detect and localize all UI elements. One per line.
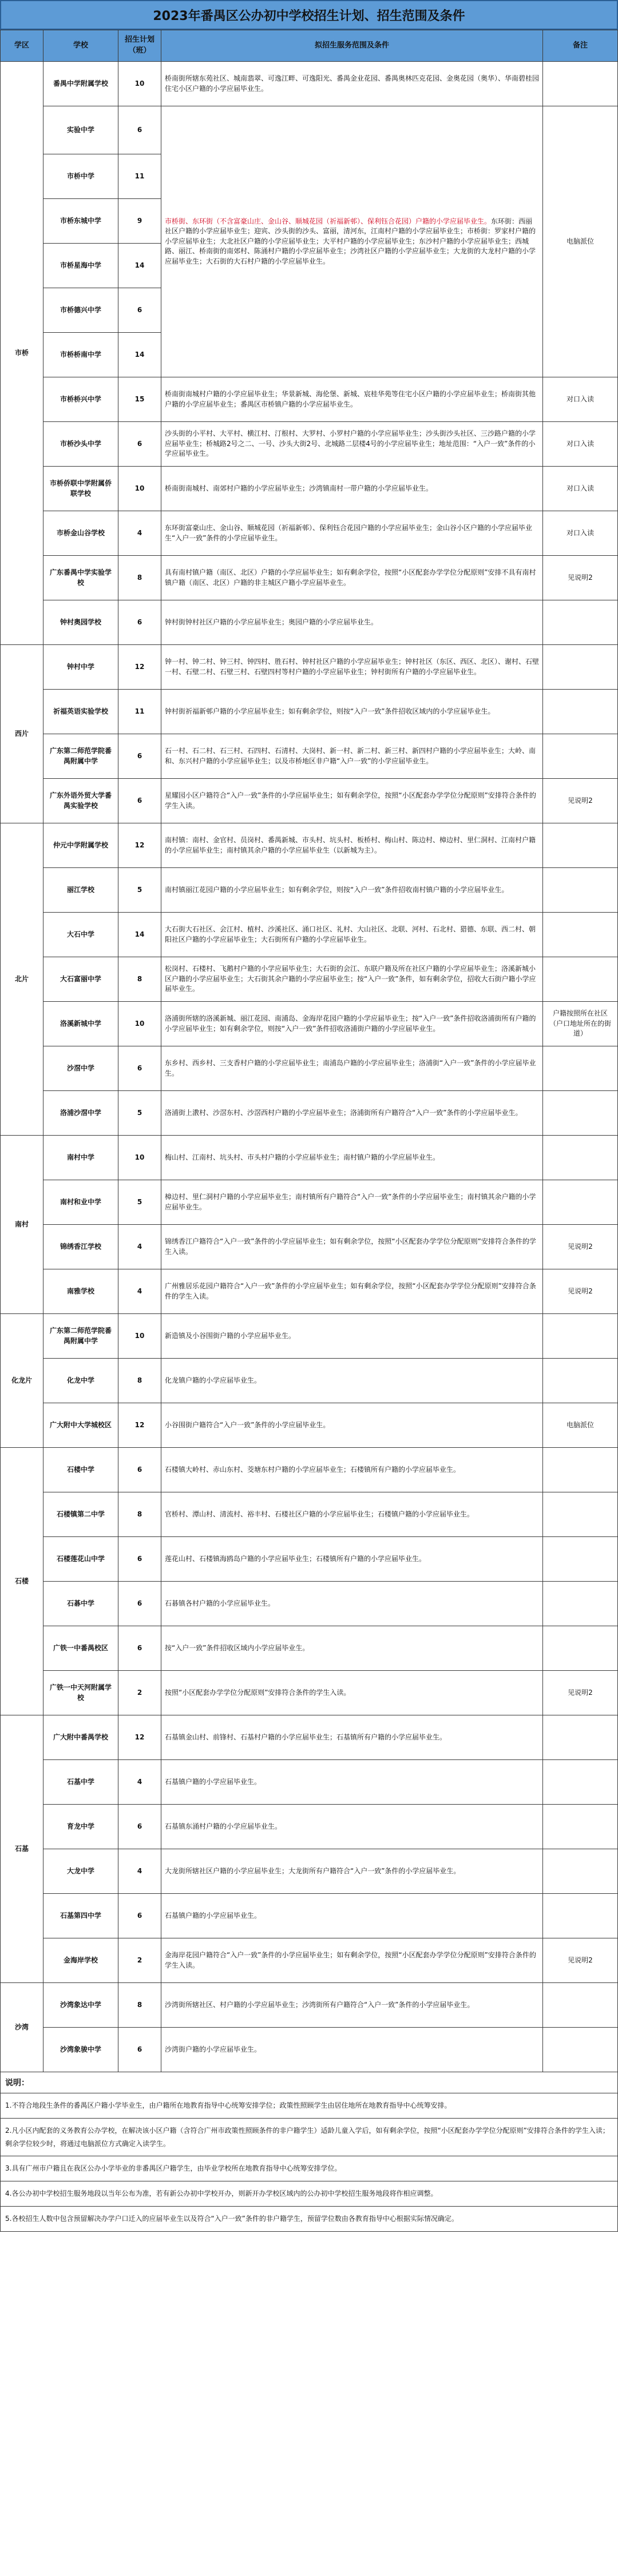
note-cell: 见说明2 — [543, 1938, 618, 1983]
scope-cell: 新造镇及小谷围街户籍的小学应届毕业生。 — [161, 1314, 543, 1359]
table-row — [1, 1314, 618, 1359]
table-row — [1, 645, 618, 690]
note-item: 5.各校招生人数中包含预留解决办学户口迁入的应届毕业生以及符合“入户一致”条件的非户籍学生，预留学位数由各教育指导中心根据实际情况确定。 — [5, 2214, 458, 2223]
table-row — [1, 1492, 618, 1537]
school-name: 沙滘中学 — [43, 1046, 118, 1091]
school-name: 石基第四中学 — [43, 1894, 118, 1938]
district-cell: 北片 — [1, 823, 43, 1136]
scope-cell: 桥南街南城村、南郊村户籍的小学应届毕业生；沙湾镇南村一带户籍的小学应届毕业生。 — [161, 467, 543, 511]
note-cell: 电脑派位 — [543, 106, 618, 377]
note-cell — [543, 1849, 618, 1894]
scope-cell: 桥南街所辖东苑社区、城南翡翠、可逸江畔、可逸阳光、番禺金业花园、番禺奥林匹克花园、金奥花园（奥华）、华南碧桂园住宅小区户籍的小学应届毕业生。 — [161, 62, 543, 106]
table-row — [1, 556, 618, 600]
table-row — [1, 1537, 618, 1582]
school-name: 仲元中学附属学校 — [43, 823, 118, 868]
note-cell — [543, 1359, 618, 1403]
scope-cell: 沙湾街户籍的小学应届毕业生。 — [161, 2028, 543, 2072]
table-row — [1, 106, 618, 154]
school-name: 石楼莲花山中学 — [43, 1537, 118, 1582]
school-name: 大龙中学 — [43, 1849, 118, 1894]
table-row — [1, 1359, 618, 1403]
table-row — [1, 511, 618, 556]
note-cell — [543, 1091, 618, 1136]
district-cell: 南村 — [1, 1136, 43, 1314]
school-name: 祈福英语实验学校 — [43, 690, 118, 734]
note-item: 2.凡小区内配套的义务教育公办学校，在解决该小区户籍（含符合广州市政策性照顾条件的非户籍学生）适龄儿童入学后，如有剩余学位，按照“小区配套办学学位分配原则”安排符合条件的学生入读；剩余学位较少时，将通过电脑派位方式确定入读学生。 — [1, 2119, 617, 2157]
school-name: 石基中学 — [43, 1760, 118, 1805]
table-header-row — [1, 30, 618, 62]
school-name: 化龙中学 — [43, 1359, 118, 1403]
school-name: 洛浦沙滘中学 — [43, 1091, 118, 1136]
note-cell — [543, 1805, 618, 1849]
scope-cell — [161, 106, 543, 377]
scope-cell: 金海岸花园户籍符合“入户一致”条件的小学应届毕业生；如有剩余学位，按照“小区配套办学学位分配原则”安排符合条件的学生入读。 — [161, 1938, 543, 1983]
table-row — [1, 422, 618, 467]
school-name: 南村和业中学 — [43, 1180, 118, 1225]
plan-count: 5 — [118, 868, 161, 913]
note-cell — [543, 1136, 618, 1180]
plan-count: 12 — [118, 823, 161, 868]
school-name: 市桥侨联中学附属侨联学校 — [43, 467, 118, 511]
district-cell: 西片 — [1, 645, 43, 823]
table-row — [1, 957, 618, 1002]
note-item: 1.不符合地段生条件的番禺区户籍小学毕业生，由户籍所在地教育指导中心统筹安排学位；政策性照顾学生由居住地所在地教育指导中心统筹安排。 — [1, 2093, 617, 2119]
scope-cell: 南村镇丽江花园户籍的小学应届毕业生；如有剩余学位，则按“入户一致”条件招收南村镇户籍的小学应届毕业生。 — [161, 868, 543, 913]
scope-cell: 钟一村、钟二村、钟三村、钟四村、胜石村、钟村社区户籍的小学应届毕业生；钟村社区（东区、西区、北区）、谢村、石壁一村、石壁二村、石壁三村、石壁四村等村户籍的小学应届毕业生；钟村街所有户籍的小学应届毕业生。 — [161, 645, 543, 690]
school-name: 市桥沙头中学 — [43, 422, 118, 467]
page-title: 2023年番禺区公办初中学校招生计划、招生范围及条件 — [0, 0, 618, 30]
plan-count: 12 — [118, 1715, 161, 1760]
table-row — [1, 600, 618, 645]
note-cell: 对口入读 — [543, 422, 618, 467]
school-name: 市桥桥兴中学 — [43, 377, 118, 422]
school-name: 丽江学校 — [43, 868, 118, 913]
plan-count: 10 — [118, 1002, 161, 1046]
table-row — [1, 1091, 618, 1136]
scope-text: 东环街：西丽社区户籍的小学应届毕业生；迎宾、沙头街的沙头、富丽，清河东，江南村户籍的小学应届毕业生；市桥街：罗家村户籍的小学应届毕业生；大北社区户籍的小学应届毕业生；大平村户籍的小学应届毕业生；东沙村户籍的小学应届毕业生；西城路、丽江、桥南街的南郊村、陈涌村户籍的小学应届毕业生；沙湾社区户籍的小学应届毕业生；大龙街的大龙村户籍的小学应届毕业生；大石街的大石村户籍的小学应届毕业生。 — [165, 217, 536, 265]
table-row — [1, 1805, 618, 1849]
enrollment-table — [0, 30, 618, 2072]
note-cell — [543, 734, 618, 779]
district-cell: 沙湾 — [1, 1983, 43, 2072]
header-plan: 招生计划（班） — [118, 30, 161, 62]
table-row — [1, 1760, 618, 1805]
table-row — [1, 62, 618, 106]
plan-count: 6 — [118, 1582, 161, 1626]
table-row — [1, 1894, 618, 1938]
scope-cell: 洛浦街上漖村、沙滘东村、沙滘西村户籍的小学应届毕业生；洛浦街所有户籍符合“入户一致”条件的小学应届毕业生。 — [161, 1091, 543, 1136]
district-cell: 化龙片 — [1, 1314, 43, 1448]
note-cell: 户籍按照所在社区（户口地址所在的街道） — [543, 1002, 618, 1046]
plan-count: 6 — [118, 1894, 161, 1938]
school-name: 广东第二师范学院番禺附属中学 — [43, 1314, 118, 1359]
school-name: 南雅学校 — [43, 1269, 118, 1314]
scope-cell: 石楼镇大岭村、赤山东村、茭塘东村户籍的小学应届毕业生；石楼镇所有户籍的小学应届毕业生。 — [161, 1448, 543, 1492]
note-cell — [543, 1046, 618, 1091]
plan-count: 4 — [118, 1760, 161, 1805]
note-cell — [543, 690, 618, 734]
table-row — [1, 1269, 618, 1314]
plan-count: 10 — [118, 62, 161, 106]
table-row — [1, 1582, 618, 1626]
scope-cell: 按照“小区配套办学学位分配原则”安排符合条件的学生入读。 — [161, 1671, 543, 1715]
plan-count: 2 — [118, 1671, 161, 1715]
school-name: 沙湾象达中学 — [43, 1983, 118, 2028]
school-name: 市桥星海中学 — [43, 244, 118, 288]
plan-count: 6 — [118, 1046, 161, 1091]
plan-count: 9 — [118, 199, 161, 244]
scope-cell: 具有南村镇户籍（南区、北区）户籍的小学应届毕业生；如有剩余学位，按照“小区配套办学学位分配原则”安排不具有南村镇户籍（南区、北区）户籍的非主城区户籍小学应届毕业生。 — [161, 556, 543, 600]
table-row — [1, 734, 618, 779]
school-name: 市桥东城中学 — [43, 199, 118, 244]
plan-count: 8 — [118, 556, 161, 600]
scope-highlight: 市桥街、东环街（不含富豪山庄、金山谷、顺城花园（祈福新邨）、保利钰合花园）户籍的小学应届毕业生。 — [165, 217, 492, 226]
plan-count: 8 — [118, 1359, 161, 1403]
plan-count: 11 — [118, 690, 161, 734]
district-cell: 石楼 — [1, 1448, 43, 1715]
school-name: 市桥金山谷学校 — [43, 511, 118, 556]
note-cell — [543, 957, 618, 1002]
school-name: 石楼镇第二中学 — [43, 1492, 118, 1537]
scope-cell: 石基镇户籍的小学应届毕业生。 — [161, 1894, 543, 1938]
scope-cell: 官桥村、潭山村、清流村、裕丰村、石楼社区户籍的小学应届毕业生；石楼镇户籍的小学应届毕业生。 — [161, 1492, 543, 1537]
school-name: 市桥中学 — [43, 154, 118, 199]
table-row — [1, 1983, 618, 2028]
school-name: 大石中学 — [43, 913, 118, 957]
table-row — [1, 1849, 618, 1894]
note-cell — [543, 645, 618, 690]
plan-count: 12 — [118, 1403, 161, 1448]
school-name: 广东番禺中学实验学校 — [43, 556, 118, 600]
note-cell — [543, 2028, 618, 2072]
plan-count: 4 — [118, 1849, 161, 1894]
scope-cell: 松岗村、石楼村、飞鹅村户籍的小学应届毕业生；大石街的会江、东联户籍及所在社区户籍的小学应届毕业生；洛溪新城小区户籍的小学应届毕业生；大石街其余户籍的小学应届毕业生；按“入户一致”条件，如有剩余学位，招收大石街户籍小学应届毕业生。 — [161, 957, 543, 1002]
scope-cell: 钟村街钟村社区户籍的小学应届毕业生；奥园户籍的小学应届毕业生。 — [161, 600, 543, 645]
note-cell: 见说明2 — [543, 1671, 618, 1715]
note-cell: 对口入读 — [543, 467, 618, 511]
plan-count: 6 — [118, 779, 161, 823]
school-name: 金海岸学校 — [43, 1938, 118, 1983]
scope-cell: 桥南街南城村户籍的小学应届毕业生；华景新城、海伦堡、新城、宸桂华苑等住宅小区户籍的小学应届毕业生；桥南街其他户籍的小学应届毕业生；番禺区市桥镇户籍的小学应届毕业生。 — [161, 377, 543, 422]
scope-cell: 石一村、石二村、石三村、石四村、石清村、大岗村、新一村、新二村、新三村、新四村户籍的小学应届毕业生；大岭、南和、东兴村户籍的小学应届毕业生；以及市桥地区非户籍“入户一致”的小学应届毕业生。 — [161, 734, 543, 779]
notes-section — [0, 2072, 618, 2232]
plan-count: 14 — [118, 333, 161, 377]
table-row — [1, 913, 618, 957]
table-row — [1, 1403, 618, 1448]
note-cell — [543, 1314, 618, 1359]
plan-count: 4 — [118, 511, 161, 556]
table-row — [1, 1180, 618, 1225]
scope-cell: 大石街大石社区、会江村、植村、沙溪社区、涌口社区、礼村、大山社区、北联、河村、石北村、猎德、东联、西二村、朝阳社区户籍的小学应届毕业生；大石街所有户籍的小学应届毕业生。 — [161, 913, 543, 957]
school-name: 育龙中学 — [43, 1805, 118, 1849]
table-row — [1, 1626, 618, 1671]
scope-cell: 沙湾街所辖社区、村户籍的小学应届毕业生；沙湾街所有户籍符合“入户一致”条件的小学应届毕业生。 — [161, 1983, 543, 2028]
note-item: 3.具有广州市户籍且在我区公办小学毕业的非番禺区户籍学生，由毕业学校所在地教育指导中心统筹安排学位。 — [1, 2156, 617, 2181]
plan-count: 15 — [118, 377, 161, 422]
table-row — [1, 823, 618, 868]
note-cell: 对口入读 — [543, 377, 618, 422]
plan-count: 6 — [118, 1626, 161, 1671]
plan-count: 10 — [118, 1314, 161, 1359]
school-name: 广铁一中天河附属学校 — [43, 1671, 118, 1715]
plan-count: 8 — [118, 957, 161, 1002]
scope-cell: 石基镇金山村、前锋村、石基村户籍的小学应届毕业生；石基镇所有户籍的小学应届毕业生。 — [161, 1715, 543, 1760]
school-name: 市桥德兴中学 — [43, 288, 118, 333]
note-cell — [543, 1715, 618, 1760]
note-cell — [543, 1180, 618, 1225]
scope-cell: 东乡村、西乡村、三支香村户籍的小学应届毕业生；南浦岛户籍的小学应届毕业生；洛浦街“入户一致”条件的小学应届毕业生。 — [161, 1046, 543, 1091]
school-name: 广铁一中番禺校区 — [43, 1626, 118, 1671]
note-cell — [543, 62, 618, 106]
header-scope: 拟招生服务范围及条件 — [161, 30, 543, 62]
note-cell — [543, 1448, 618, 1492]
table-row — [1, 779, 618, 823]
plan-count: 12 — [118, 645, 161, 690]
plan-count: 4 — [118, 1269, 161, 1314]
table-row — [1, 1002, 618, 1046]
table-row — [1, 1448, 618, 1492]
school-name: 广东第二师范学院番禺附属中学 — [43, 734, 118, 779]
note-cell — [543, 1582, 618, 1626]
school-name: 大石富丽中学 — [43, 957, 118, 1002]
scope-cell: 石碁镇各村户籍的小学应届毕业生。 — [161, 1582, 543, 1626]
plan-count: 6 — [118, 106, 161, 154]
table-row — [1, 2028, 618, 2072]
scope-cell: 东环街富豪山庄、金山谷、顺城花园（祈福新邨）、保利钰合花园户籍的小学应届毕业生；金山谷小区户籍的小学应届毕业生“入户一致”条件的小学应届毕业生。 — [161, 511, 543, 556]
scope-cell: 沙头街的小平村、大平村、横江村、汀根村、大罗村、小罗村户籍的小学应届毕业生；沙头街沙头社区、三沙路户籍的小学应届毕业生；桥城路2号之二、一号、沙头大街2号、北城路二层楼4号的小学应届毕业生；地址范围：“入户一致”条件的小学应届毕业生。 — [161, 422, 543, 467]
plan-count: 11 — [118, 154, 161, 199]
school-name: 番禺中学附属学校 — [43, 62, 118, 106]
school-name: 洛溪新城中学 — [43, 1002, 118, 1046]
school-name: 广东外语外贸大学番禺实验学校 — [43, 779, 118, 823]
plan-count: 2 — [118, 1938, 161, 1983]
header-school: 学校 — [43, 30, 118, 62]
plan-count: 6 — [118, 1448, 161, 1492]
school-name: 钟村奥园学校 — [43, 600, 118, 645]
note-cell — [543, 823, 618, 868]
school-name: 沙湾象骏中学 — [43, 2028, 118, 2072]
plan-count: 10 — [118, 1136, 161, 1180]
school-name: 实验中学 — [43, 106, 118, 154]
scope-cell: 按“入户一致”条件招收区域内小学应届毕业生。 — [161, 1626, 543, 1671]
school-name: 市桥桥南中学 — [43, 333, 118, 377]
note-cell: 电脑派位 — [543, 1403, 618, 1448]
table-row — [1, 868, 618, 913]
note-cell — [543, 1760, 618, 1805]
plan-count: 6 — [118, 422, 161, 467]
note-cell — [543, 1537, 618, 1582]
plan-count: 4 — [118, 1225, 161, 1269]
notes-heading: 说明： — [1, 2072, 617, 2093]
table-row — [1, 1671, 618, 1715]
note-cell — [543, 1894, 618, 1938]
note-cell — [543, 1492, 618, 1537]
table-row — [1, 1225, 618, 1269]
school-name: 南村中学 — [43, 1136, 118, 1180]
plan-count: 8 — [118, 1492, 161, 1537]
scope-cell: 星耀园小区户籍符合“入户一致”条件的小学应届毕业生；如有剩余学位，按照“小区配套办学学位分配原则”安排符合条件的学生入读。 — [161, 779, 543, 823]
scope-cell: 樟边村、里仁洞村户籍的小学应届毕业生；南村镇所有户籍符合“入户一致”条件的小学应届毕业生；南村镇其余户籍的小学应届毕业生。 — [161, 1180, 543, 1225]
scope-cell: 大龙街所辖社区户籍的小学应届毕业生；大龙街所有户籍符合“入户一致”条件的小学应届毕业生。 — [161, 1849, 543, 1894]
note-cell — [543, 1626, 618, 1671]
scope-cell: 石基镇户籍的小学应届毕业生。 — [161, 1760, 543, 1805]
note-cell: 见说明2 — [543, 556, 618, 600]
header-note: 备注 — [543, 30, 618, 62]
plan-count: 8 — [118, 1983, 161, 2028]
header-district: 学区 — [1, 30, 43, 62]
school-name: 锦绣香江学校 — [43, 1225, 118, 1269]
note-cell — [543, 868, 618, 913]
table-row — [1, 690, 618, 734]
scope-cell: 锦绣香江户籍符合“入户一致”条件的小学应届毕业生；如有剩余学位，按照“小区配套办学学位分配原则”安排符合条件的学生入读。 — [161, 1225, 543, 1269]
scope-cell: 洛浦街所辖的洛溪新城、丽江花园、南浦岛、金海岸花园户籍的小学应届毕业生；按“入户一致”条件招收洛浦街所有户籍的小学应届毕业生；如有剩余学位，则按“入户一致”条件招收洛浦街户籍的小学应届毕业生。 — [161, 1002, 543, 1046]
table-row — [1, 377, 618, 422]
table-row — [1, 1136, 618, 1180]
note-item: 4.各公办初中学校招生服务地段以当年公布为准，若有新公办初中学校开办，则新开办学校区域内的公办初中学校招生服务地段将作相应调整。 — [1, 2181, 617, 2207]
plan-count: 6 — [118, 734, 161, 779]
plan-count: 5 — [118, 1091, 161, 1136]
note-cell: 对口入读 — [543, 511, 618, 556]
note-cell — [543, 600, 618, 645]
table-row — [1, 1046, 618, 1091]
table-row — [1, 1938, 618, 1983]
scope-cell: 钟村街祈福新邨户籍的小学应届毕业生；如有剩余学位，则按“入户一致”条件招收区域内的小学应届毕业生。 — [161, 690, 543, 734]
note-cell — [543, 913, 618, 957]
plan-count: 6 — [118, 288, 161, 333]
school-name: 石楼中学 — [43, 1448, 118, 1492]
scope-cell: 南村镇：南村、金官村、员岗村、番禺新城、市头村、坑头村、板桥村、梅山村、陈边村、樟边村、里仁洞村、江南村户籍的小学应届毕业生；南村镇其余户籍的小学应届毕业生（以新城为主）。 — [161, 823, 543, 868]
scope-cell: 小谷围街户籍符合“入户一致”条件的小学应届毕业生。 — [161, 1403, 543, 1448]
school-name: 广大附中番禺学校 — [43, 1715, 118, 1760]
scope-cell: 梅山村、江南村、坑头村、市头村户籍的小学应届毕业生；南村镇户籍的小学应届毕业生。 — [161, 1136, 543, 1180]
scope-cell: 莲花山村、石楼镇海鸥岛户籍的小学应届毕业生；石楼镇所有户籍的小学应届毕业生。 — [161, 1537, 543, 1582]
plan-count: 6 — [118, 2028, 161, 2072]
note-cell: 见说明2 — [543, 1225, 618, 1269]
school-name: 广大附中大学城校区 — [43, 1403, 118, 1448]
plan-count: 6 — [118, 1537, 161, 1582]
school-name: 钟村中学 — [43, 645, 118, 690]
scope-cell: 石基镇东涌村户籍的小学应届毕业生。 — [161, 1805, 543, 1849]
table-row — [1, 467, 618, 511]
scope-cell: 化龙镇户籍的小学应届毕业生。 — [161, 1359, 543, 1403]
note-cell: 见说明2 — [543, 779, 618, 823]
plan-count: 6 — [118, 1805, 161, 1849]
table-row — [1, 1715, 618, 1760]
school-name: 石碁中学 — [43, 1582, 118, 1626]
table-body — [1, 62, 618, 2072]
plan-count: 14 — [118, 913, 161, 957]
plan-count: 14 — [118, 244, 161, 288]
plan-count: 6 — [118, 600, 161, 645]
plan-count: 10 — [118, 467, 161, 511]
scope-cell: 广州雅居乐花园户籍符合“入户一致”条件的小学应届毕业生；如有剩余学位，按照“小区配套办学学位分配原则”安排符合条件的学生入读。 — [161, 1269, 543, 1314]
note-cell — [543, 1983, 618, 2028]
district-cell: 市桥 — [1, 62, 43, 645]
plan-count: 5 — [118, 1180, 161, 1225]
note-cell: 见说明2 — [543, 1269, 618, 1314]
district-cell: 石基 — [1, 1715, 43, 1983]
